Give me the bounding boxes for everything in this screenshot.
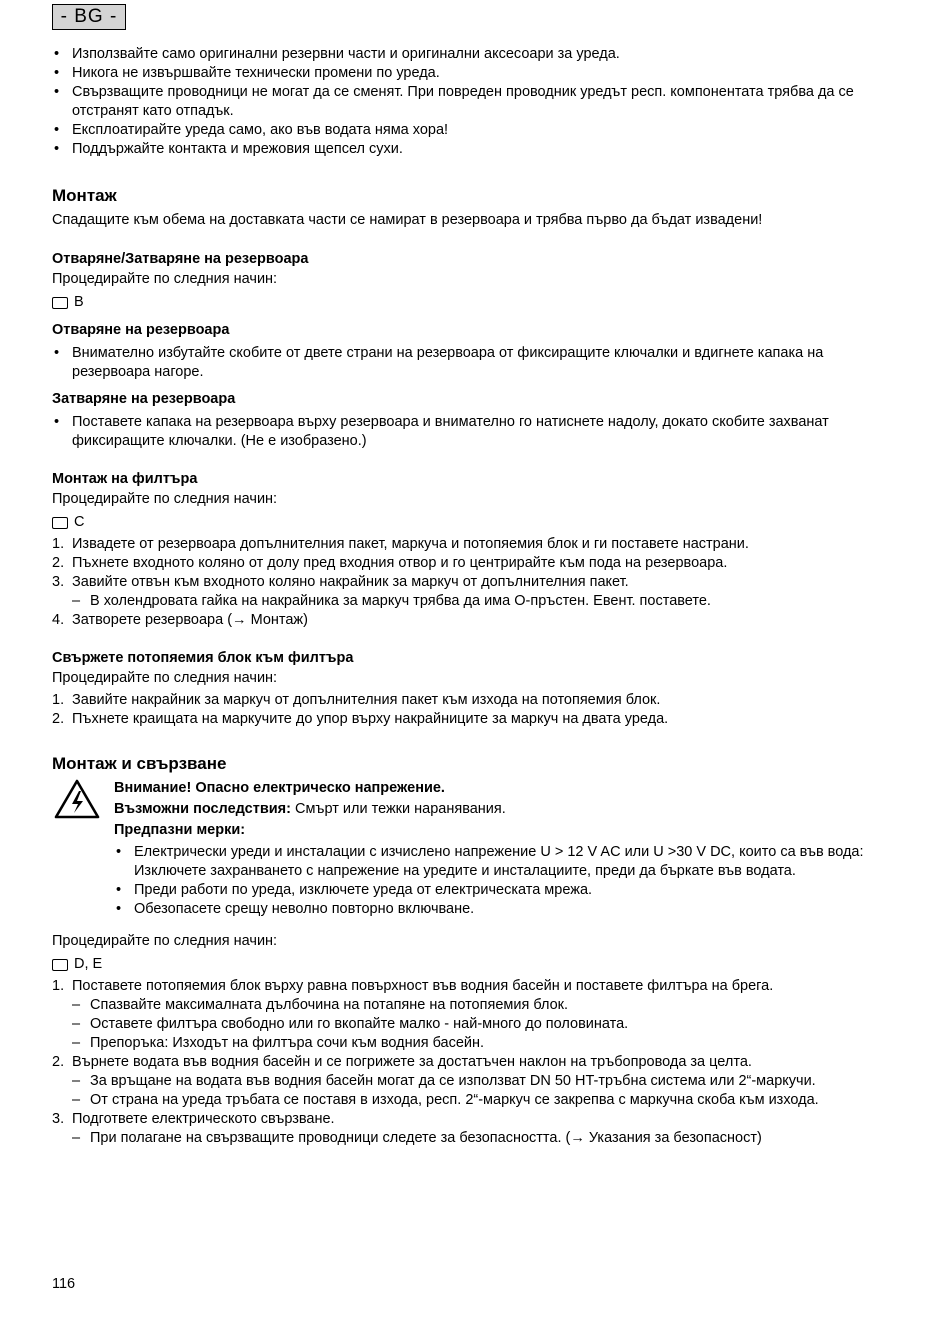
step-text: Пъхнете краищата на маркучите до упор върху накрайниците за маркуч на двата уреда. — [72, 711, 669, 727]
step-number: 2. — [52, 1054, 65, 1070]
consequences-text: Смърт или тежки наранявания. — [290, 801, 506, 817]
closing-bullet: • Поставете капака на резервоара върху резервоара и внимателно го натиснете надолу, докато скобите захванат фиксиращите ключалки. (Не е изобразено.) — [52, 413, 892, 451]
measure-item: • Обезопасете срещу неволно повторно включване. — [114, 900, 892, 919]
install-substep: – За връщане на водата във водния басейн могат да се използват DN 50 HT-тръбна система или 2“-маркучи. — [52, 1072, 892, 1091]
proceed-text: Процедирайте по следния начин: — [52, 670, 278, 686]
step-text: Пъхнете входното коляно от долу пред входния отвор и го центрирайте към пода на резервоара. — [72, 555, 728, 571]
step-text: Завийте отвън към входното коляно накрайник за маркуч от допълнителния пакет. — [72, 574, 629, 590]
filter-step — [52, 535, 892, 554]
step-text: Извадете от резервоара допълнителния пакет, маркуча и потопяемия блок и ги поставете настрани. — [72, 536, 749, 552]
filter-heading: Монтаж на филтъра — [52, 471, 198, 487]
step-number: 2. — [52, 711, 65, 727]
proceed-text: Процедирайте по следния начин: — [52, 933, 278, 949]
step-text: Върнете водата във водния басейн и се погрижете за достатъчен наклон на тръбопровода за целта. — [72, 1054, 752, 1070]
filter-step — [52, 611, 892, 630]
warning-title: Внимание! Опасно електрическо напрежение. — [114, 780, 445, 796]
opening-heading: Отваряне на резервоара — [52, 322, 230, 338]
montage-text: Спадащите към обема на доставката части се намират в резервоара и трябва първо да бъдат извадени! — [52, 212, 763, 228]
measures-label: Предпазни мерки: — [114, 822, 246, 838]
intro-bullet: • Никога не извършвайте технически промени по уреда. — [52, 64, 892, 83]
install-substep: – От страна на уреда тръбата се поставя в изхода, респ. 2“-маркуч се закрепва с маркучна скоба към изхода. — [52, 1091, 892, 1110]
step-number: 3. — [52, 574, 65, 590]
figure-label: B — [74, 294, 84, 310]
high-voltage-warning-icon — [54, 779, 100, 819]
intro-bullet: • Експлоатирайте уреда само, ако във водата няма хора! — [52, 121, 892, 140]
language-tag: - BG - — [52, 4, 126, 30]
measure-item: • Преди работи по уреда, изключете уреда от електрическата мрежа. — [114, 881, 892, 900]
figure-label: C — [74, 514, 85, 530]
install-substep: – Спазвайте максималната дълбочина на потапяне на потопяемия блок. — [52, 996, 892, 1015]
figure-icon — [52, 959, 68, 971]
filter-step — [52, 554, 892, 573]
step-number: 1. — [52, 692, 65, 708]
install-step — [52, 977, 892, 996]
warning-box — [52, 779, 892, 919]
step-number: 1. — [52, 536, 65, 552]
intro-bullet: • Поддържайте контакта и мрежовия щепсел сухи. — [52, 140, 892, 159]
proceed-text: Процедирайте по следния начин: — [52, 271, 278, 287]
page-number: 116 — [52, 1276, 76, 1292]
connect-step — [52, 691, 892, 710]
closing-heading: Затваряне на резервоара — [52, 391, 236, 407]
step-text: Поставете потопяемия блок върху равна повърхност във водния басейн и поставете филтъра на брега. — [72, 978, 774, 994]
proceed-text: Процедирайте по следния начин: — [52, 491, 278, 507]
connect-step — [52, 710, 892, 729]
figure-label: D, E — [74, 956, 103, 972]
step-number: 4. — [52, 612, 65, 628]
opening-bullet: • Внимателно избутайте скобите от двете страни на резервоара от фиксиращите ключалки и вдигнете капака на резервоара нагоре. — [52, 344, 892, 382]
intro-bullet: • Използвайте само оригинални резервни части и оригинални аксесоари за уреда. — [52, 45, 892, 64]
intro-bullet: • Свързващите проводници не могат да се сменят. При повреден проводник уредът респ. компонентата трябва да се отстранят като отпадък. — [52, 83, 892, 121]
figure-ref-de — [52, 955, 892, 974]
filter-substep: – В холендровата гайка на накрайника за маркуч трябва да има О-пръстен. Евент. поставете. — [52, 592, 892, 611]
step-number: 3. — [52, 1111, 65, 1127]
page-content — [52, 45, 892, 1148]
consequences-line — [114, 800, 892, 819]
install-substep: – Препоръка: Изходът на филтъра сочи към водния басейн. — [52, 1034, 892, 1053]
install-substep: – При полагане на свързващите проводници следете за безопасността. (→ Указания за безопасност) — [52, 1129, 892, 1148]
connect-heading: Свържете потопяемия блок към филтъра — [52, 650, 354, 666]
install-step — [52, 1110, 892, 1129]
install-substep: – Оставете филтъра свободно или го вкопайте малко - най-много до половината. — [52, 1015, 892, 1034]
figure-icon — [52, 517, 68, 529]
step-text: Подгответе електрическото свързване. — [72, 1111, 335, 1127]
step-number: 2. — [52, 555, 65, 571]
montage-heading: Монтаж — [52, 186, 117, 205]
step-number: 1. — [52, 978, 65, 994]
figure-ref-b — [52, 293, 892, 312]
filter-step — [52, 573, 892, 592]
figure-ref-c — [52, 513, 892, 532]
consequences-label: Възможни последствия: — [114, 801, 291, 817]
step-text: Завийте накрайник за маркуч от допълнителния пакет към изхода на потопяемия блок. — [72, 692, 661, 708]
open-close-heading: Отваряне/Затваряне на резервоара — [52, 251, 309, 267]
install-step — [52, 1053, 892, 1072]
step-text: Затворете резервоара (→ Монтаж) — [72, 612, 308, 628]
install-heading: Монтаж и свързване — [52, 754, 227, 773]
figure-icon — [52, 297, 68, 309]
measure-item: • Електрически уреди и инсталации с изчислено напрежение U > 12 V AC или U >30 V DC, които са във вода: Изключете захранването с напрежение на уредите и инсталациите, преди да бъркате във водата. — [114, 843, 892, 881]
